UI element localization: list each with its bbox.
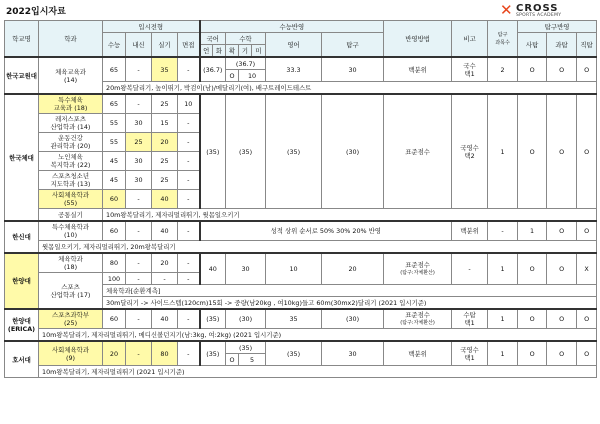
cell-sa: O [518, 309, 547, 329]
cell-math: (35) [226, 94, 266, 209]
cell-naesin: - [126, 57, 152, 82]
dept-name: 사회체육학과 (9) [39, 341, 103, 366]
table-row [5, 57, 597, 70]
cell-guk: (35) [200, 309, 226, 329]
h-sa: 사탐 [518, 33, 547, 58]
cell-silgi: 20 [152, 133, 178, 152]
h-dept: 학과 [39, 21, 103, 58]
cell-myeon: 10 [178, 94, 200, 114]
cell-su: 80 [103, 253, 126, 273]
cell-math-o: O [226, 70, 239, 82]
cell-myeon: - [178, 221, 200, 241]
cell-silgi: 25 [152, 94, 178, 114]
cell-method: 백분위 [452, 221, 488, 241]
cell-naesin: - [126, 94, 152, 114]
cell-myeon: - [178, 309, 200, 329]
cell-su: 60 [103, 190, 126, 209]
cell-eng: (35) [266, 341, 322, 366]
cell-bigo: 국영수 택1 [452, 341, 488, 366]
cell-naesin: - [126, 309, 152, 329]
method-sub: (탐구:자체환산) [400, 270, 435, 276]
cell-eng: 33.3 [266, 57, 322, 82]
h-su: 수능 [103, 33, 126, 58]
dept-name: 스포츠과학부 (25) [39, 309, 103, 329]
cell-su: 55 [103, 114, 126, 133]
cell-method: 백분위 [384, 57, 452, 82]
cell-method [384, 309, 452, 329]
cross-logo [500, 3, 592, 19]
cell-jik: O [577, 341, 597, 366]
table-row [5, 241, 597, 254]
cell-math-o: O [226, 354, 239, 366]
table-row [5, 366, 597, 378]
cell-tam: (30) [322, 94, 384, 209]
univ-name: 한신대 [5, 221, 39, 253]
cell-guk: (35) [200, 341, 226, 366]
h-bigo: 비고 [452, 21, 488, 58]
cell-su: 60 [103, 221, 126, 241]
h-univ: 학교명 [5, 21, 39, 58]
cell-bigo: 국영수 택2 [452, 94, 488, 209]
cell-silgi: 15 [152, 114, 178, 133]
cell-bigo: - [452, 253, 488, 285]
h-hwa: 화 [213, 45, 226, 58]
h-ipsi: 입시전형 [103, 21, 200, 33]
cell-jik: O [577, 309, 597, 329]
h-myeon: 면접 [178, 33, 200, 58]
cell-jik: O [577, 57, 597, 82]
cell-events: 10m왕복달리기, 제자리멀리뛰기, 윗몸일으키기 [103, 209, 597, 222]
cell-myeon: - [178, 341, 200, 366]
h-jik: 직탐 [577, 33, 597, 58]
h-eng: 영어 [266, 33, 322, 58]
dept-name: 운동건강 관리학과 (20) [39, 133, 103, 152]
univ-name: 한국체대 [5, 94, 39, 221]
h-suneung: 수능반영 [200, 21, 384, 33]
cell-gwa: O [547, 94, 577, 209]
cell-math: 30 [226, 253, 266, 285]
cell-tam: 30 [322, 341, 384, 366]
cell-sa: O [518, 341, 547, 366]
h-hwak: 확 [226, 45, 239, 58]
dept-name: 사회체육학과 (55) [39, 190, 103, 209]
cell-gwa: O [547, 341, 577, 366]
cell-naesin: - [126, 190, 152, 209]
table-row [5, 209, 597, 222]
cell-naesin: 30 [126, 152, 152, 171]
dept-name: 스포츠청소년 지도학과 (13) [39, 171, 103, 190]
cell-myeon: - [178, 273, 200, 285]
cell-gong-label: 공통실기 [39, 209, 103, 222]
cell-events: 30m달리기 -> 사이드스텝(120cm)15회 -> 중량(남20kg , 여10kg)들고 60m(30mx2)달리기 (2021 입시기준) [103, 297, 597, 310]
cell-su: 20 [103, 341, 126, 366]
cell-naesin: 30 [126, 171, 152, 190]
cell-myeon: - [178, 133, 200, 152]
header-row-1 [5, 21, 597, 33]
cell-bigo: 국수 택1 [452, 57, 488, 82]
cell-events-title: 체육학과[순환계측] [103, 285, 597, 297]
cell-naesin: - [126, 221, 152, 241]
cell-gwa: O [577, 221, 597, 241]
cell-silgi: 40 [152, 190, 178, 209]
h-mi: 미 [252, 45, 266, 58]
h-gwa: 과탐 [547, 33, 577, 58]
cell-naesin: - [126, 273, 152, 285]
cell-guk: 40 [200, 253, 226, 285]
h-silgi: 실기 [152, 33, 178, 58]
dept-name: 특수체육 교육과 (18) [39, 94, 103, 114]
cell-naesin: 30 [126, 114, 152, 133]
cell-math-5: 5 [239, 354, 266, 366]
cell-events: 20m왕복달리기, 높이뛰기, 박검이(남)/메달리기(여), 배구트레이드테스트 [103, 82, 597, 95]
univ-name: 한국교원대 [5, 57, 39, 94]
cell-jik: O [577, 94, 597, 209]
cell-eng: 10 [266, 253, 322, 285]
table-row [5, 253, 597, 273]
cell-sa: O [518, 253, 547, 285]
dept-name: 체육교육과 (14) [39, 57, 103, 94]
cell-eng: 35 [266, 309, 322, 329]
table-row [5, 221, 597, 241]
cell-sa: O [547, 221, 577, 241]
cell-gwa: O [547, 309, 577, 329]
cell-tam: 30 [322, 57, 384, 82]
cell-guk: (35) [200, 94, 226, 209]
cell-naesin: 25 [126, 133, 152, 152]
cell-cnt: 1 [488, 253, 518, 285]
logo-sub: SPORTS ACADEMY [516, 13, 562, 18]
h-math: 수학 [226, 33, 266, 45]
cell-jik: X [577, 253, 597, 285]
cell-myeon: - [178, 114, 200, 133]
cell-silgi: 25 [152, 171, 178, 190]
cell-math-top: (36.7) [226, 57, 266, 70]
h-tamgroup: 탐구반영 [518, 21, 597, 33]
cell-math: (30) [226, 309, 266, 329]
cell-silgi: 20 [152, 253, 178, 273]
cell-method: 표준점수 [384, 94, 452, 209]
cell-events: 10m왕복달리기, 제자리멀리뛰기 (2021 입시기준) [39, 366, 597, 378]
cell-bigo: 수탐 택1 [452, 309, 488, 329]
cell-silgi: 40 [152, 221, 178, 241]
cell-myeon: - [178, 57, 200, 82]
cell-bigo: - [488, 221, 518, 241]
cell-silgi: 25 [152, 152, 178, 171]
cell-su: 100 [103, 273, 126, 285]
cell-naesin: - [126, 253, 152, 273]
cell-naesin: - [126, 341, 152, 366]
cell-silgi: - [152, 273, 178, 285]
cell-eng: (35) [266, 94, 322, 209]
univ-name: 한양대 (ERICA) [5, 309, 39, 341]
dept-name: 체육학과 (18) [39, 253, 103, 273]
cell-su: 65 [103, 57, 126, 82]
cell-cnt: 1 [488, 341, 518, 366]
cell-sa: O [518, 57, 547, 82]
cell-math-top: (35) [226, 341, 266, 354]
cell-myeon: - [178, 253, 200, 273]
h-tam: 탐구 [322, 33, 384, 58]
h-tamcnt: 탐구 과목수 [488, 21, 518, 58]
method-sub: (탐구:자체환산) [400, 320, 435, 326]
h-naesin: 내신 [126, 33, 152, 58]
page-title: 2022입시자료 [6, 7, 66, 17]
cell-silgi: 80 [152, 341, 178, 366]
cell-su: 45 [103, 152, 126, 171]
cell-cnt: 1 [488, 94, 518, 209]
cell-cnt: 1 [488, 309, 518, 329]
h-guk: 국어 [200, 33, 226, 45]
cell-su: 60 [103, 309, 126, 329]
cell-method: 백분위 [384, 341, 452, 366]
cell-su: 45 [103, 171, 126, 190]
cell-note: 성적 상위 순서로 50% 30% 20% 반영 [200, 221, 452, 241]
table-row [5, 341, 597, 354]
cell-tam: (30) [322, 309, 384, 329]
cell-guk: (36.7) [200, 57, 226, 82]
cell-math-10: 10 [239, 70, 266, 82]
method-label: 표준점수 [405, 311, 430, 319]
dept-name: 스포츠 산업학과 (17) [39, 273, 103, 310]
univ-name: 호서대 [5, 341, 39, 378]
table-row [5, 309, 597, 329]
cell-events: 10m왕복달리기, 제자리멀리뛰기, 메디신볼던지기(남:3kg, 여:2kg) (2021 입시기준) [39, 329, 597, 342]
dept-name: 노인체육 복지학과 (22) [39, 152, 103, 171]
cell-su: 65 [103, 94, 126, 114]
h-method: 반영방법 [384, 21, 452, 58]
method-label: 표준점수 [405, 261, 430, 269]
cell-silgi: 35 [152, 57, 178, 82]
cell-sa: O [518, 94, 547, 209]
dept-name: 레저스포츠 산업학과 (14) [39, 114, 103, 133]
cell-method [384, 253, 452, 285]
cell-gwa: O [547, 253, 577, 285]
cell-gwa: O [547, 57, 577, 82]
cell-su: 55 [103, 133, 126, 152]
cell-cnt: 1 [518, 221, 547, 241]
cell-myeon: - [178, 152, 200, 171]
h-eon: 언 [200, 45, 213, 58]
table-row [5, 329, 597, 342]
logo-word: CROSS [516, 3, 559, 14]
cell-myeon: - [178, 190, 200, 209]
table-row [5, 94, 597, 114]
univ-name: 한양대 [5, 253, 39, 309]
cross-x-icon: ✕ [500, 1, 513, 19]
h-gi: 기 [239, 45, 252, 58]
admission-table [4, 20, 597, 378]
cell-myeon: - [178, 171, 200, 190]
cell-tam: 20 [322, 253, 384, 285]
cell-cnt: 2 [488, 57, 518, 82]
cell-events: 윗몸일으키기, 제자리멀리뛰기, 20m왕복달리기 [39, 241, 597, 254]
dept-name: 특수체육학과 (10) [39, 221, 103, 241]
cell-silgi: 40 [152, 309, 178, 329]
